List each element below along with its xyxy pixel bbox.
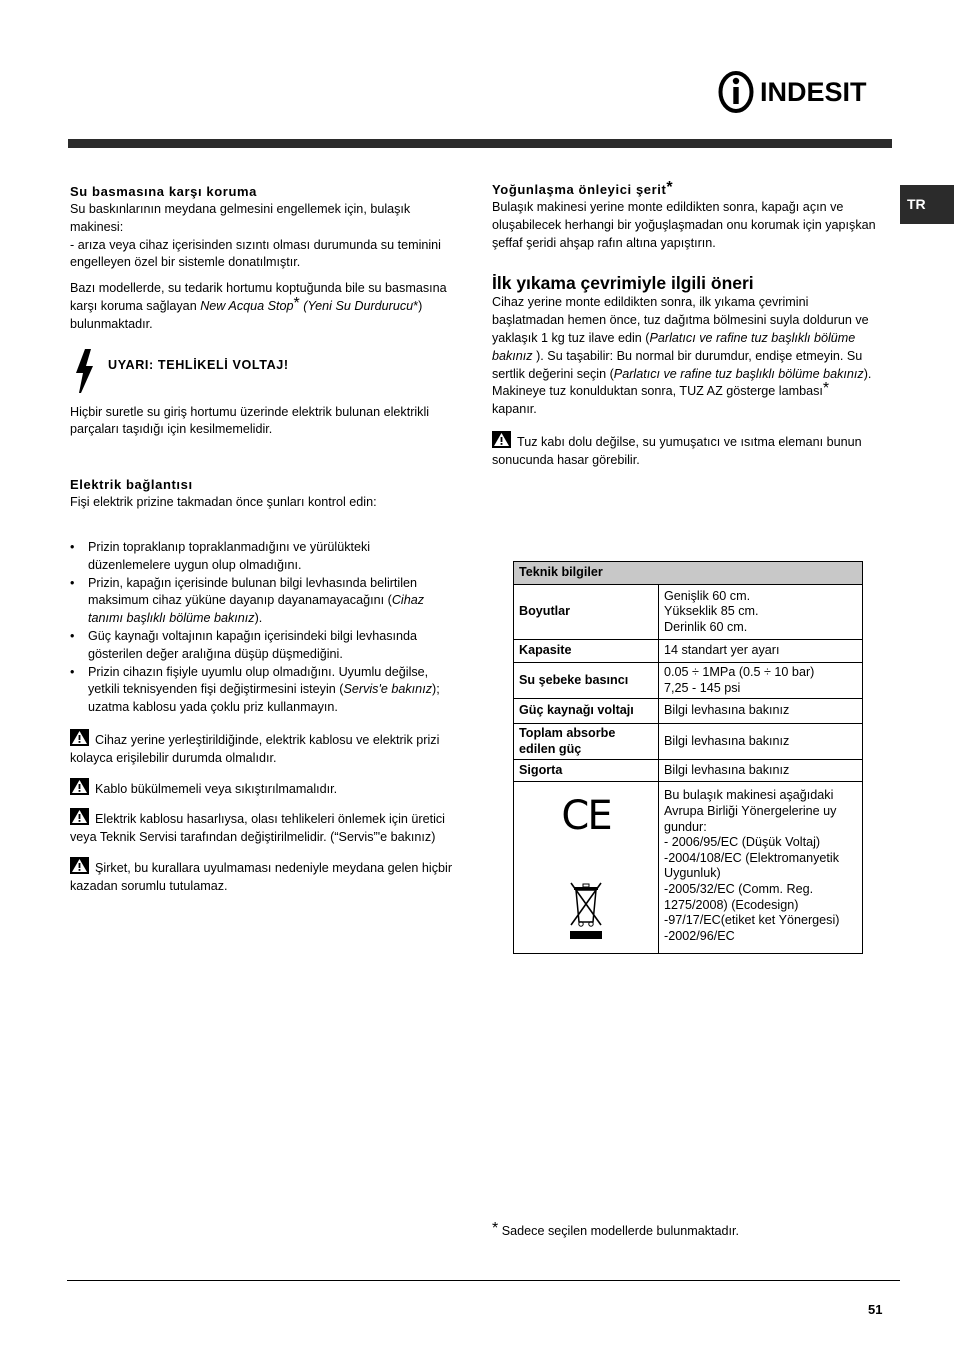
flood-paragraph-1b: - arıza veya cihaz içerisinden sızıntı olması durumunda su teminini engelleyen özel bir sistemle donatılmıştır. — [70, 237, 441, 270]
list-item: • Prizin cihazın fişiyle uyumlu olup olmadığını. Uyumlu değilse, yetkili teknisyenden fişi değiştirmesini isteyin (Servis'e bakınız); uzatma kablosu yada çoklu priz kullanmayın. — [70, 664, 455, 717]
spec-label: Toplam absorbe edilen güç — [514, 724, 659, 760]
ce-mark-icon: CE — [561, 793, 611, 840]
electric-intro: Fişi elektrik prizine takmadan önce şunları kontrol edin: — [70, 495, 377, 510]
voltage-paragraph: Hiçbir suretle su giriş hortumu üzerinde elektrik bulunan elektrikli parçaları taşıdığı için kesilmemelidir. — [70, 404, 430, 437]
first-wash-paragraph: Cihaz yerine monte edildikten sonra, ilk yıkama çevrimini başlatmadan hemen önce, tuz dağıtma bölmesini suyla doldurun ve yaklaşık 1 kg tuz ilave edin (Parlatıcı ve rafine tuz başlıklı bölüme bakınız ). Su taşabilir: Bu normal bir durumdur, endişe etmeyin. Su sertlik değerini seçin (Parlatıcı ve rafine tuz başlıklı bölüme bakınız). Makineye tuz konulduktan sonra, TUZ AZ gösterge lambası* kapanır. — [492, 295, 872, 417]
spec-label: Boyutlar — [514, 585, 659, 640]
table-row — [514, 640, 863, 663]
spec-label: Kapasite — [514, 640, 659, 663]
right-column — [492, 181, 877, 470]
table-row — [514, 760, 863, 782]
compliance-icons-cell — [514, 782, 659, 954]
spec-label: Sigorta — [514, 760, 659, 782]
footer-rule — [67, 1280, 900, 1281]
spec-value: Bilgi levhasına bakınız — [659, 724, 863, 760]
indesit-logo-icon — [718, 70, 754, 114]
warning-note-4: Şirket, bu kurallara uyulmaması nedeniyle meydana gelen hiçbir kazadan sorumlu tutulamaz. — [70, 857, 455, 896]
spec-label: Güç kaynağı voltajı — [514, 699, 659, 724]
spec-value: 14 standart yer ayarı — [659, 640, 863, 663]
condensation-strip-title: Yoğunlaşma önleyici şerit* — [492, 179, 674, 197]
electric-checklist — [70, 539, 455, 717]
table-row — [514, 699, 863, 724]
warning-triangle-icon — [70, 857, 89, 874]
flood-protection-title: Su basmasına karşı koruma — [70, 184, 257, 199]
table-row — [514, 782, 863, 954]
header-bar — [68, 139, 892, 148]
spec-value: Genişlik 60 cm. Yükseklik 85 cm. Derinlik 60 cm. — [659, 585, 863, 640]
warning-triangle-icon — [70, 729, 89, 746]
table-row — [514, 663, 863, 699]
page-number: 51 — [868, 1302, 883, 1317]
electric-connection-title: Elektrik bağlantısı — [70, 477, 193, 493]
spec-value: Bilgi levhasına bakınız — [659, 760, 863, 782]
flood-paragraph-1a: Su baskınlarının meydana gelmesini engellemek için, bulaşık makinesi: — [70, 202, 411, 234]
lightning-bolt-icon — [72, 348, 98, 394]
warning-note-1: Cihaz yerine yerleştirildiğinde, elektrik kablosu ve elektrik prizi kolayca erişilebilir durumda olmalıdır. — [70, 729, 455, 768]
left-column — [70, 183, 455, 896]
voltage-warning — [70, 348, 455, 394]
first-wash-title: İlk yıkama çevrimiyle ilgili öneri — [492, 273, 754, 294]
warning-note-3: Elektrik kablosu hasarlıysa, olası tehlikeleri önlemek için üretici veya Teknik Servisi tarafından değiştirilmelidir. (“Servis”'e bakınız) — [70, 808, 455, 847]
warning-note-2: Kablo bükülmemeli veya sıkıştırılmamalıdır. — [70, 778, 455, 799]
flood-paragraph-2: Bazı modellerde, su tedarik hortumu koptuğunda bile su basmasına karşı koruma sağlayan New Acqua Stop* (Yeni Su Durdurucu*) bulunmaktadır. — [70, 281, 447, 331]
condensation-paragraph: Bulaşık makinesi yerine monte edildikten sonra, kapağı açın ve oluşabilecek herhangi bir yoğuşlaşmadan onu korumak için yapışkan şeffaf şeridi ahşap rafın altına yapıştırın. — [492, 200, 876, 250]
list-item: • Prizin, kapağın içerisinde bulunan bilgi levhasında belirtilen maksimum cihaz yüküne dayanıp dayanamayacağını (Cihaz tanımı başlıklı bölüme bakınız). — [70, 575, 455, 628]
technical-specs-table — [513, 561, 863, 954]
eu-directives-text: Bu bulaşık makinesi aşağıdaki Avrupa Birliği Yönergelerine uy gundur: - 2006/95/EC (Düşük Voltaj) -2004/108/EC (Elektromanyetik Uygunluk) -2005/32/EC (Comm. Reg. 1275/2008) (Ecodesign) -97/17/EC(etiket ket Yönergesi) -2002/96/EC — [659, 782, 863, 954]
voltage-warning-title: UYARI: TEHLİKELİ VOLTAJ! — [108, 357, 289, 372]
warning-triangle-icon — [492, 431, 511, 448]
table-row — [514, 585, 863, 640]
spec-label: Su şebeke basıncı — [514, 663, 659, 699]
language-tab: TR — [900, 185, 954, 224]
table-header: Teknik bilgiler — [514, 562, 863, 585]
footnote: * Sadece seçilen modellerde bulunmaktadır. — [492, 1220, 740, 1238]
spec-value: 0.05 ÷ 1MPa (0.5 ÷ 10 bar) 7,25 - 145 psi — [659, 663, 863, 699]
brand-name: INDESIT — [760, 76, 867, 107]
warning-triangle-icon — [70, 808, 89, 825]
list-item: • Prizin topraklanıp topraklanmadığını ve yürülükteki düzenlemelere uygun olup olmadığını. — [70, 539, 455, 575]
table-row — [514, 724, 863, 760]
indesit-logo — [718, 70, 867, 114]
spec-value: Bilgi levhasına bakınız — [659, 699, 863, 724]
salt-warning: Tuz kabı dolu değilse, su yumuşatıcı ve ısıtma elemanı bunun sonucunda hasar görebilir. — [492, 431, 877, 470]
warning-triangle-icon — [70, 778, 89, 795]
weee-crossed-bin-icon — [568, 880, 604, 940]
list-item: • Güç kaynağı voltajının kapağın içerisindeki bilgi levhasında gösterilen değer aralığına düşüp düşmediğini. — [70, 628, 455, 664]
